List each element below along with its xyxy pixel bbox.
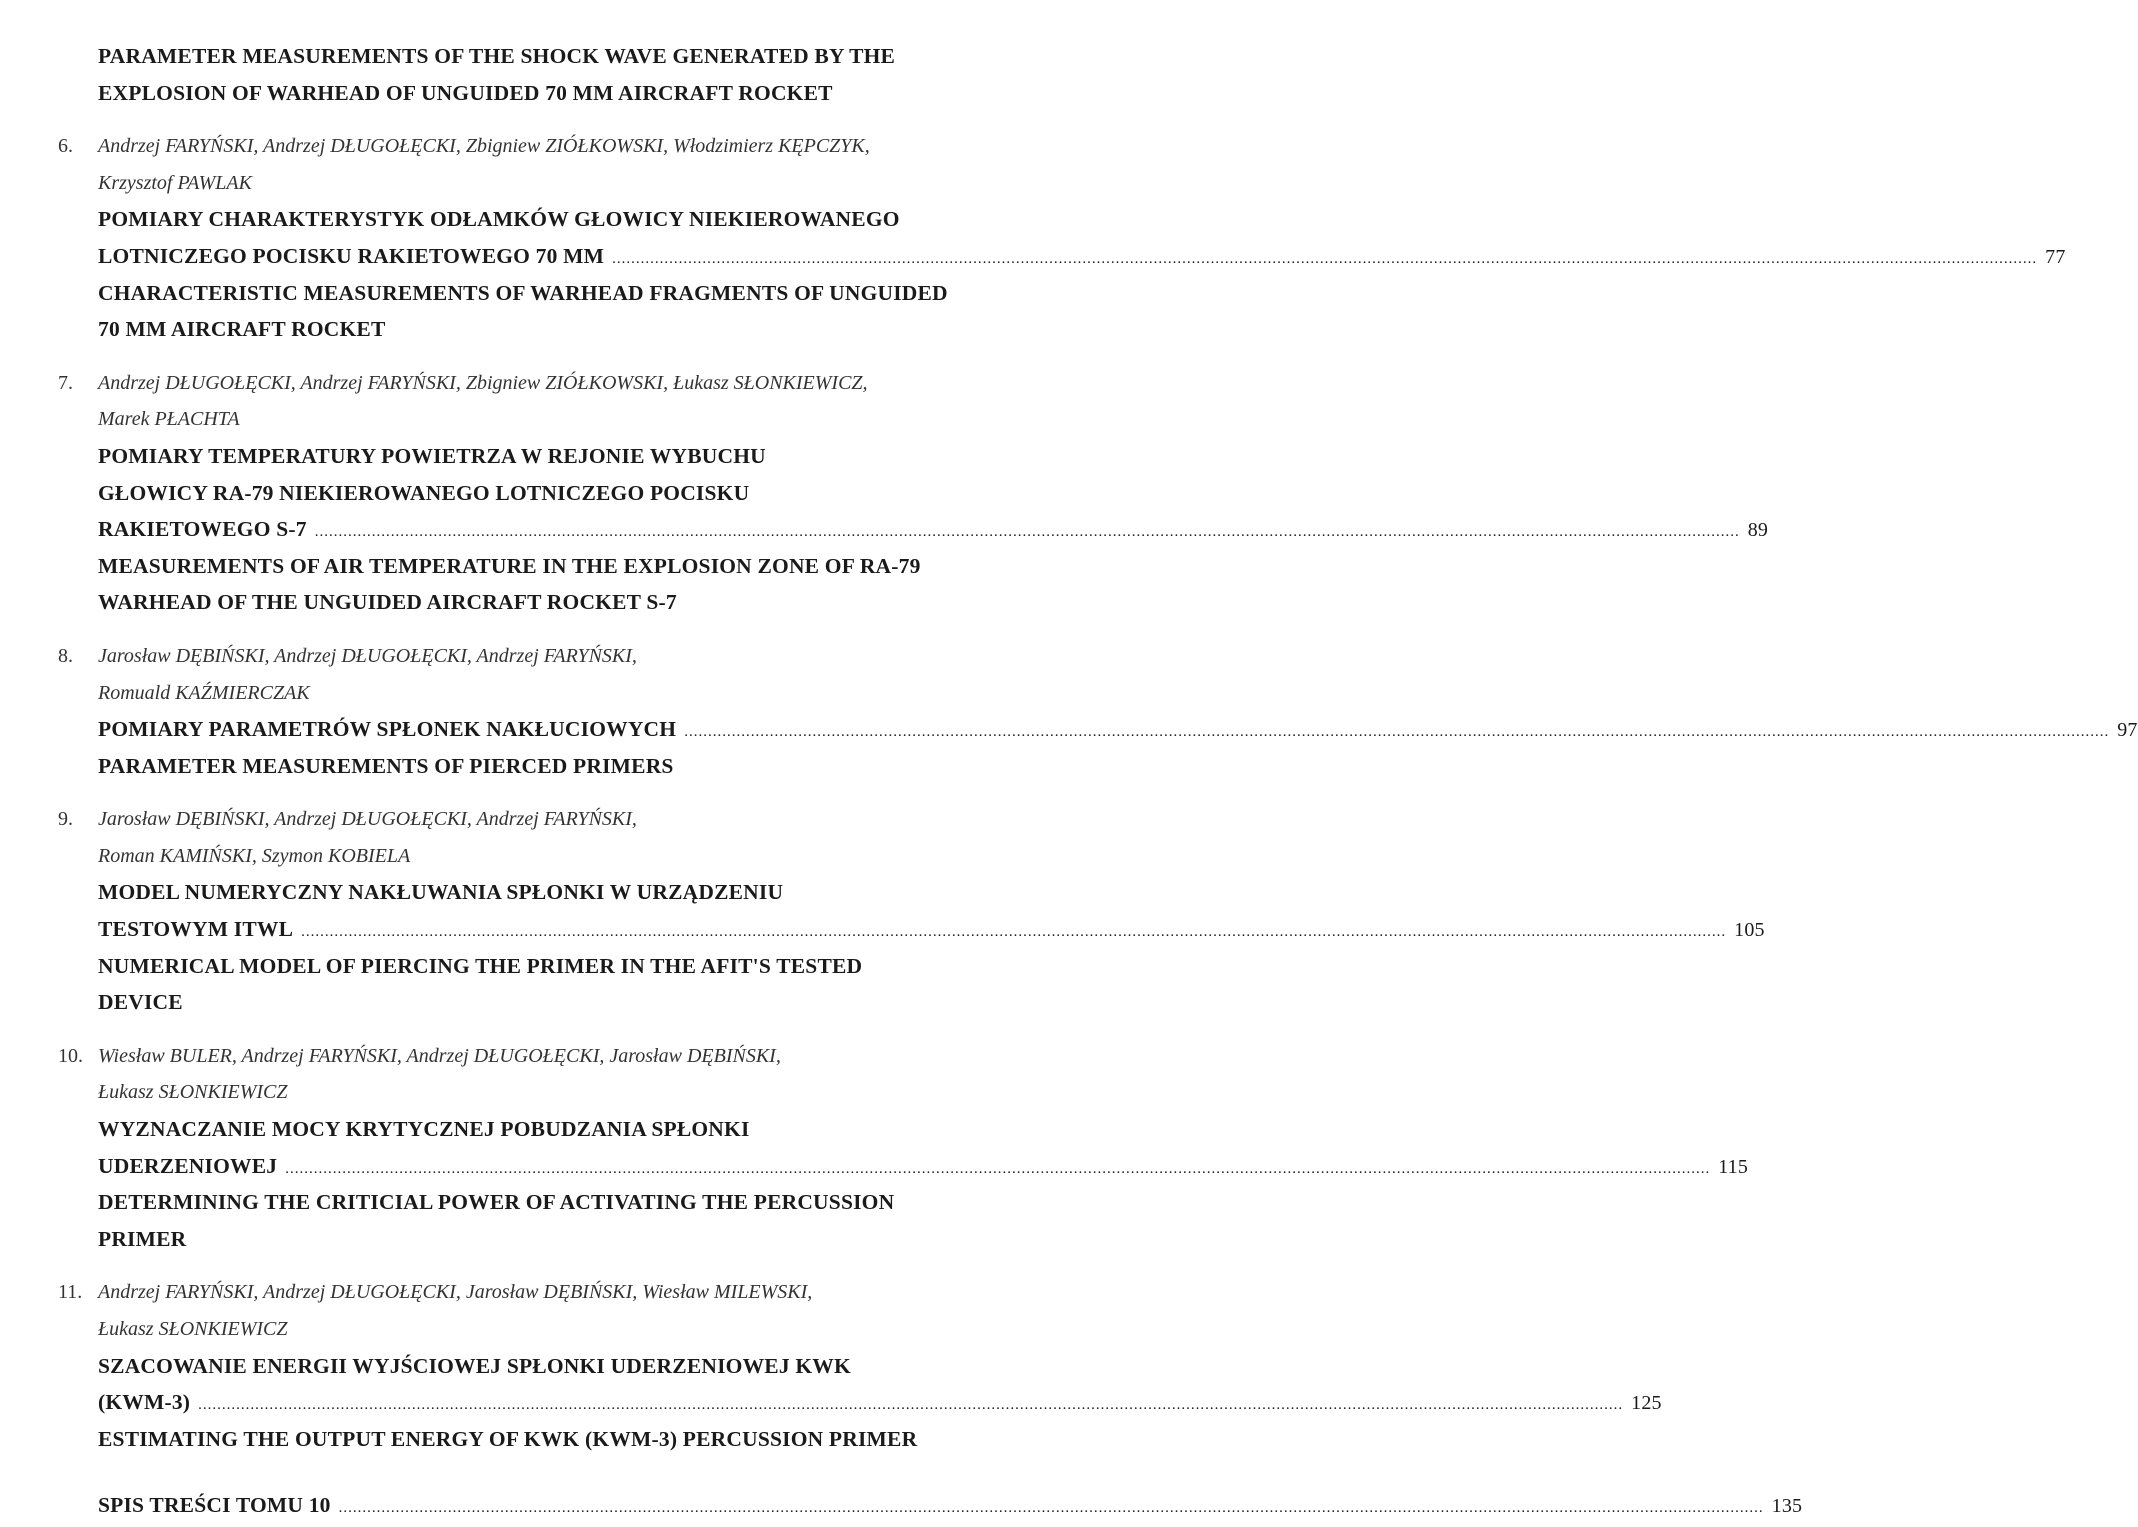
authors-line (58, 365, 1080, 402)
english-title-line: PRIMER (98, 1226, 187, 1251)
authors-line (58, 401, 1080, 438)
authors-text: Łukasz SŁONKIEWICZ (98, 1081, 288, 1104)
authors-text: Wiesław BULER, Andrzej FARYŃSKI, Andrzej DŁUGOŁĘCKI, Jarosław DĘBIŃSKI, (98, 1044, 781, 1067)
toc-entry (58, 128, 2066, 348)
english-title-line: WARHEAD OF THE UNGUIDED AIRCRAFT ROCKET S-7 (98, 590, 677, 615)
authors-text: Jarosław DĘBIŃSKI, Andrzej DŁUGOŁĘCKI, Andrzej FARYŃSKI, (98, 808, 637, 831)
authors-text: Krzysztof PAWLAK (98, 171, 252, 194)
polish-title-line: POMIARY CHARAKTERYSTYK ODŁAMKÓW GŁOWICY NIEKIEROWANEGO (98, 207, 900, 232)
entry-number: 10. (58, 1044, 83, 1067)
authors-line (58, 165, 1080, 202)
dot-leader: ............................................................................................................................................................................................................................................................................................................ (301, 924, 1727, 941)
page-number: 97 (2117, 719, 2138, 742)
polish-title-line (58, 238, 2066, 275)
toc-entry (58, 801, 1765, 1021)
entry-title-text: LOTNICZEGO POCISKU RAKIETOWEGO 70 MM (98, 243, 605, 268)
polish-title-line: POMIARY TEMPERATURY POWIETRZA W REJONIE WYBUCHU (98, 443, 766, 468)
toc-entry (58, 1274, 1662, 1457)
authors-line (58, 801, 1080, 838)
polish-title-line (58, 511, 1769, 548)
authors-line (58, 1038, 1080, 1075)
dot-leader: ............................................................................................................................................................................................................................................................................................................ (314, 524, 1740, 541)
authors-line (58, 128, 1080, 165)
english-title-line: DETERMINING THE CRITICIAL POWER OF ACTIVATING THE PERCUSSION (98, 1190, 895, 1215)
english-title-line: DEVICE (98, 990, 183, 1015)
entry-number: 8. (58, 644, 73, 667)
dot-leader: ............................................................................................................................................................................................................................................................................................................ (198, 1397, 1624, 1414)
toc-entry (58, 1038, 1749, 1258)
polish-title-line: MODEL NUMERYCZNY NAKŁUWANIA SPŁONKI W URZĄDZENIU (98, 880, 784, 905)
authors-line (58, 838, 1080, 875)
authors-text: Łukasz SŁONKIEWICZ (98, 1318, 288, 1340)
dot-leader: ............................................................................................................................................................................................................................................................................................................ (338, 1500, 1764, 1517)
polish-title-line (58, 1148, 1749, 1185)
english-title-line: EXPLOSION OF WARHEAD OF UNGUIDED 70 MM AIRCRAFT ROCKET (98, 80, 833, 105)
polish-title-line: GŁOWICY RA-79 NIEKIEROWANEGO LOTNICZEGO POCISKU (98, 480, 750, 505)
authors-line (58, 1074, 1080, 1111)
polish-title-line: SZACOWANIE ENERGII WYJŚCIOWEJ SPŁONKI UDERZENIOWEJ KWK (98, 1353, 851, 1378)
polish-title-line (58, 711, 2138, 748)
dot-leader: ............................................................................................................................................................................................................................................................................................................ (285, 1160, 1711, 1177)
entry-number: 6. (58, 135, 73, 158)
dot-leader: ............................................................................................................................................................................................................................................................................................................ (684, 724, 2110, 741)
polish-title-line (58, 1384, 1662, 1421)
authors-line (58, 1274, 1080, 1311)
entry-title-text: UDERZENIOWEJ (98, 1153, 278, 1178)
entry-title-text: RAKIETOWEGO S-7 (98, 517, 307, 542)
entry-number: 11. (58, 1281, 83, 1304)
authors-text: Andrzej FARYŃSKI, Andrzej DŁUGOŁĘCKI, Jarosław DĘBIŃSKI, Wiesław MILEWSKI, (98, 1281, 813, 1304)
authors-text: Jarosław DĘBIŃSKI, Andrzej DŁUGOŁĘCKI, Andrzej FARYŃSKI, (98, 644, 637, 667)
entry-number: 7. (58, 371, 73, 394)
volume-contents-link (58, 1487, 1803, 1524)
authors-line (58, 1311, 1080, 1348)
english-title-line: MEASUREMENTS OF AIR TEMPERATURE IN THE EXPLOSION ZONE OF RA-79 (98, 553, 921, 578)
page-number: 125 (1631, 1392, 1662, 1415)
entry-title-text: POMIARY PARAMETRÓW SPŁONEK NAKŁUCIOWYCH (98, 717, 677, 742)
authors-line (58, 638, 1080, 675)
polish-title-line: WYZNACZANIE MOCY KRYTYCZNEJ POBUDZANIA SPŁONKI (98, 1117, 750, 1142)
english-title-line: NUMERICAL MODEL OF PIERCING THE PRIMER IN THE AFIT'S TESTED (98, 953, 863, 978)
page-number: 89 (1747, 519, 1769, 542)
page-number: 115 (1718, 1155, 1749, 1178)
page-number: 135 (1771, 1495, 1803, 1518)
authors-line (58, 675, 1080, 712)
toc-entry (58, 365, 1769, 621)
entry-title-text: SPIS TREŚCI TOMU 10 (98, 1493, 331, 1518)
english-title-line: PARAMETER MEASUREMENTS OF THE SHOCK WAVE GENERATED BY THE (98, 44, 896, 68)
english-title-line: ESTIMATING THE OUTPUT ENERGY OF KWK (KWM-3) PERCUSSION PRIMER (98, 1426, 918, 1451)
authors-text: Romuald KAŹMIERCZAK (98, 681, 310, 704)
polish-title-line (58, 911, 1765, 948)
entry-title-text: (KWM-3) (98, 1390, 191, 1415)
authors-text: Andrzej DŁUGOŁĘCKI, Andrzej FARYŃSKI, Zbigniew ZIÓŁKOWSKI, Łukasz SŁONKIEWICZ, (98, 371, 868, 394)
entry-title-text: TESTOWYM ITWL (98, 917, 294, 942)
toc-footer (58, 1487, 1803, 1524)
page-number: 105 (1734, 919, 1765, 942)
toc-entry (58, 638, 2138, 784)
authors-text: Andrzej FARYŃSKI, Andrzej DŁUGOŁĘCKI, Zbigniew ZIÓŁKOWSKI, Włodzimierz KĘPCZYK, (98, 135, 870, 158)
english-title-line: CHARACTERISTIC MEASUREMENTS OF WARHEAD FRAGMENTS OF UNGUIDED (98, 280, 948, 305)
authors-text: Marek PŁACHTA (98, 408, 240, 431)
page-number: 77 (2045, 245, 2066, 268)
english-title-line: PARAMETER MEASUREMENTS OF PIERCED PRIMERS (98, 753, 674, 778)
dot-leader: ............................................................................................................................................................................................................................................................................................................ (612, 250, 2038, 267)
entry-number: 9. (58, 808, 73, 831)
english-title-line: 70 MM AIRCRAFT ROCKET (98, 317, 386, 342)
authors-text: Roman KAMIŃSKI, Szymon KOBIELA (98, 844, 411, 867)
